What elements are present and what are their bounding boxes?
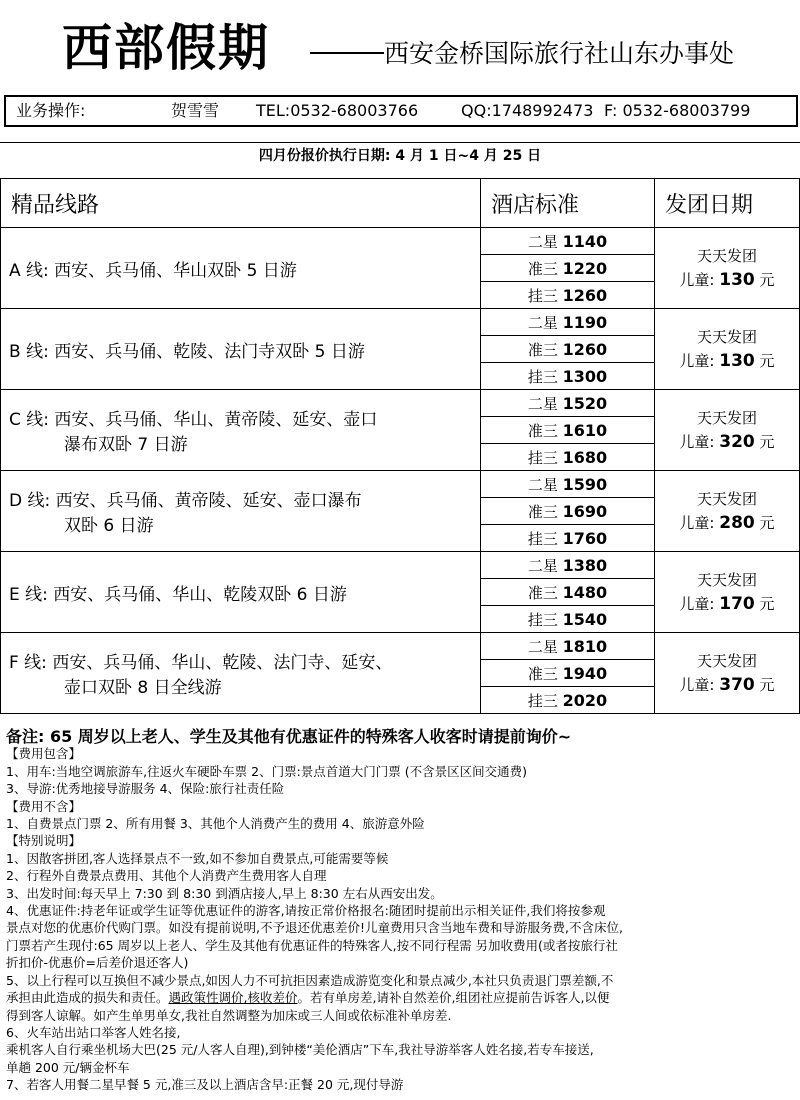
hotel-price: 1690	[562, 501, 608, 521]
route-name: A 线: 西安、兵马俑、华山双卧 5 日游	[9, 260, 297, 281]
note-line: 乘机客人自行乘坐机场大巴(25 元/人客人自理),到钟楼“美伦酒店”下车,我社导游举客人姓名接,若专车接送,	[6, 1042, 594, 1058]
table-row	[1, 552, 800, 579]
fax: F: 0532-68003799	[604, 101, 751, 120]
child-label: 儿童:	[679, 271, 715, 289]
departure-cell	[655, 471, 800, 552]
hotel-price: 1590	[562, 474, 608, 494]
header	[0, 0, 800, 95]
price-table	[0, 178, 800, 714]
route-cell	[1, 390, 481, 471]
hotel-price-cell	[481, 444, 655, 471]
route-cell	[1, 552, 481, 633]
table-row	[1, 390, 800, 417]
note-line: 3、导游:优秀地接导游服务 4、保险:旅行社责任险	[6, 781, 285, 797]
child-label: 儿童:	[679, 595, 715, 613]
hotel-grade: 挂三	[527, 367, 558, 386]
departure-cell	[655, 390, 800, 471]
hotel-price: 1220	[562, 258, 608, 278]
hotel-price: 1300	[562, 366, 608, 386]
hotel-price-cell	[481, 660, 655, 687]
hotel-grade: 二星	[527, 232, 558, 251]
hotel-price: 1520	[562, 393, 608, 413]
child-label: 儿童:	[679, 433, 715, 451]
child-price-unit: 元	[759, 514, 775, 532]
child-price: 280	[719, 513, 755, 533]
table-row	[1, 471, 800, 498]
hotel-price-cell	[481, 417, 655, 444]
note-line: 3、出发时间:每天早上 7:30 到 8:30 到酒店接人,早上 8:30 左右从西安出发。	[6, 885, 443, 901]
tel: TEL:0532-68003766	[256, 101, 419, 120]
route-name: C 线: 西安、兵马俑、华山、黄帝陵、延安、壶口	[9, 410, 378, 430]
title-dash	[310, 52, 384, 54]
hotel-grade: 准三	[527, 583, 558, 602]
route-name: D 线: 西安、兵马俑、黄帝陵、延安、壶口瀑布	[9, 491, 362, 511]
route-cell	[1, 309, 481, 390]
departure-text: 天天发团	[696, 571, 757, 589]
note-line: 折扣价-优惠价=后差价退还客人)	[6, 955, 189, 971]
hotel-price: 1680	[562, 447, 608, 467]
note-line: 【费用包含】	[6, 746, 82, 762]
departure-text: 天天发团	[696, 247, 757, 265]
hotel-price-cell	[481, 579, 655, 606]
hotel-price: 1540	[562, 609, 608, 629]
hotel-price-cell	[481, 255, 655, 282]
hotel-grade: 准三	[527, 340, 558, 359]
hotel-grade: 准三	[527, 421, 558, 440]
hotel-grade: 二星	[527, 475, 558, 494]
validity-date: 四月份报价执行日期: 4 月 1 日~4 月 25 日	[258, 148, 542, 164]
route-name-cont: 壶口双卧 8 日全线游	[64, 678, 222, 698]
note-line: 5、以上行程可以互换但不减少景点,如因人力不可抗拒因素造成游览变化和景点减少,本社只负责退门票差额,不	[6, 972, 614, 988]
hotel-price-cell	[481, 606, 655, 633]
hotel-price-cell	[481, 552, 655, 579]
child-price: 170	[719, 594, 755, 614]
departure-cell	[655, 552, 800, 633]
note-line	[6, 989, 796, 1006]
route-name-cont: 瀑布双卧 7 日游	[64, 435, 188, 455]
child-price: 130	[719, 351, 755, 371]
table-row	[1, 633, 800, 660]
hotel-price: 1190	[562, 312, 608, 332]
hotel-price: 1940	[562, 663, 608, 683]
child-label: 儿童:	[679, 676, 715, 694]
note-line: 【费用不含】	[6, 798, 82, 814]
hotel-price: 1140	[562, 231, 608, 251]
hotel-grade: 挂三	[527, 529, 558, 548]
agency-name: 西安金桥国际旅行社山东办事处	[384, 39, 735, 68]
child-price-unit: 元	[759, 433, 775, 451]
departure-text: 天天发团	[696, 490, 757, 508]
note-line: 7、若客人用餐二星早餐 5 元,准三及以上酒店含早:正餐 20 元,现付导游	[6, 1077, 404, 1093]
note-text-underlined: 遇政策性调价,核收差价	[168, 990, 298, 1006]
hotel-grade: 挂三	[527, 691, 558, 710]
hotel-price-cell	[481, 498, 655, 525]
route-name: B 线: 西安、兵马俑、乾陵、法门寺双卧 5 日游	[9, 341, 365, 362]
note-line: 景点对您的优惠价代购门票。如没有提前说明,不予退还优惠差价!儿童费用只含当地车费和导游服务费,不含床位,	[6, 920, 623, 936]
hotel-grade: 挂三	[527, 286, 558, 305]
hotel-grade: 二星	[527, 394, 558, 413]
qq: QQ:1748992473	[461, 101, 594, 120]
hotel-price-cell	[481, 363, 655, 390]
hotel-price-cell	[481, 471, 655, 498]
note-line: 【特别说明】	[6, 833, 82, 849]
note-line: 1、用车:当地空调旅游车,往返火车硬卧车票 2、门票:景点首道大门门票 (不含景区区间交通费)	[6, 763, 528, 779]
hotel-grade: 准三	[527, 664, 558, 683]
hotel-price: 1380	[562, 555, 608, 575]
departure-text: 天天发团	[696, 328, 757, 346]
hotel-price: 1480	[562, 582, 608, 602]
hotel-grade: 二星	[527, 637, 558, 656]
note-text: 。若有单房差,请补自然差价,组团社应提前告诉客人,以便	[297, 990, 610, 1006]
hotel-price-cell	[481, 228, 655, 255]
hotel-price-cell	[481, 525, 655, 552]
route-name: E 线: 西安、兵马俑、华山、乾陵双卧 6 日游	[9, 584, 347, 605]
hotel-price-cell	[481, 390, 655, 417]
route-name-cont: 双卧 6 日游	[64, 516, 154, 536]
contact-bar	[4, 95, 798, 127]
child-price-unit: 元	[759, 595, 775, 613]
note-line: 1、因散客拼团,客人选择景点不一致,如不参加自费景点,可能需要等候	[6, 850, 389, 866]
hotel-price: 2020	[562, 690, 608, 710]
hotel-price-cell	[481, 309, 655, 336]
hotel-grade: 二星	[527, 556, 558, 575]
child-label: 儿童:	[679, 352, 715, 370]
table-header-row	[1, 179, 800, 228]
child-price: 370	[719, 675, 755, 695]
note-line: 4、优惠证件:持老年证或学生证等优惠证件的游客,请按正常价格报名:随团时提前出示相关证件,我们将按参观	[6, 903, 606, 919]
hotel-price: 1260	[562, 339, 608, 359]
child-price-unit: 元	[759, 676, 775, 694]
hotel-grade: 挂三	[527, 448, 558, 467]
route-cell	[1, 633, 481, 714]
hotel-price-cell	[481, 282, 655, 309]
divider	[0, 142, 800, 143]
col-departure-header: 发团日期	[655, 179, 800, 228]
child-price: 130	[719, 270, 755, 290]
departure-cell	[655, 633, 800, 714]
departure-cell	[655, 228, 800, 309]
departure-text: 天天发团	[696, 652, 757, 670]
child-price-unit: 元	[759, 271, 775, 289]
table-row	[1, 228, 800, 255]
note-line: 2、行程外自费景点费用、其他个人消费产生费用客人自理	[6, 868, 327, 884]
hotel-price: 1760	[562, 528, 608, 548]
col-route-header: 精品线路	[1, 179, 481, 228]
hotel-grade: 准三	[527, 259, 558, 278]
hotel-price-cell	[481, 687, 655, 714]
child-price-unit: 元	[759, 352, 775, 370]
hotel-price-cell	[481, 633, 655, 660]
notes	[6, 728, 796, 1094]
hotel-grade: 二星	[527, 313, 558, 332]
route-cell	[1, 228, 481, 309]
note-line: 得到客人谅解。如产生单男单女,我社自然调整为加床或三人间或依标准补单房差.	[6, 1007, 452, 1023]
route-cell	[1, 471, 481, 552]
child-label: 儿童:	[679, 514, 715, 532]
hotel-price: 1810	[562, 636, 608, 656]
hotel-price: 1260	[562, 285, 608, 305]
note-line: 单趟 200 元/辆金杯车	[6, 1059, 130, 1075]
table-row	[1, 309, 800, 336]
hotel-grade: 准三	[527, 502, 558, 521]
note-line: 门票若产生现付:65 周岁以上老人、学生及其他有优惠证件的特殊客人,按不同行程需 另加收费用(或者按旅行社	[6, 937, 618, 953]
child-price: 320	[719, 432, 755, 452]
note-line: 6、火车站出站口举客人姓名接,	[6, 1024, 181, 1040]
hotel-price: 1610	[562, 420, 608, 440]
remark: 备注: 65 周岁以上老人、学生及其他有优惠证件的特殊客人收客时请提前询价~	[6, 727, 572, 746]
operator-name: 贺雪雪	[171, 101, 220, 120]
note-line: 1、自费景点门票 2、所有用餐 3、其他个人消费产生的费用 4、旅游意外险	[6, 816, 425, 832]
route-name: F 线: 西安、兵马俑、华山、乾陵、法门寺、延安、	[9, 653, 393, 673]
hotel-grade: 挂三	[527, 610, 558, 629]
hotel-price-cell	[481, 336, 655, 363]
note-text: 承担由此造成的损失和责任。	[6, 990, 169, 1006]
col-hotel-header: 酒店标准	[481, 179, 655, 228]
departure-text: 天天发团	[696, 409, 757, 427]
departure-cell	[655, 309, 800, 390]
operator-label: 业务操作:	[16, 101, 86, 120]
brand-title: 西部假期	[62, 18, 270, 77]
